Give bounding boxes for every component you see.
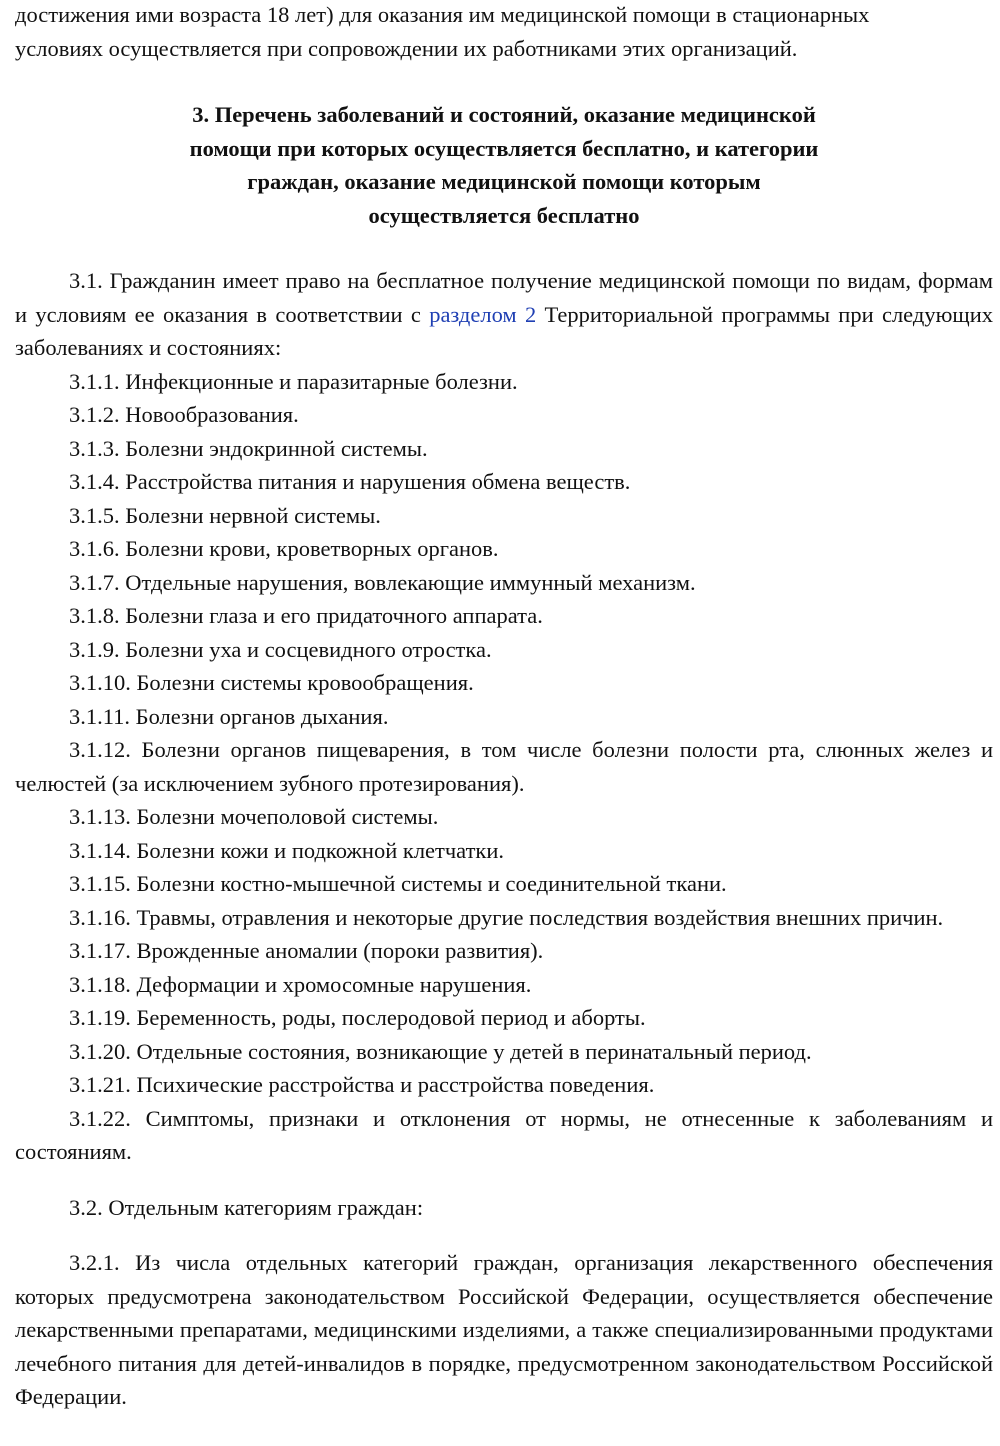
list-item: 3.1.4. Расстройства питания и нарушения обмена веществ. [69,469,631,494]
list-item: 3.1.8. Болезни глаза и его придаточного аппарата. [69,603,543,628]
section-2-link[interactable]: разделом 2 [429,301,537,327]
list-item: 3.1.11. Болезни органов дыхания. [69,703,389,729]
section-title [124,98,884,232]
list-item: 3.1.13. Болезни мочеполовой системы. [69,804,439,829]
paragraph-3-2-1: 3.2.1. Из числа отдельных категорий граждан, организация лекарственного обеспечения которых предусмотрена законодательством Российской Федерации, осуществляется обеспечение лекарственными препаратами, медицинскими изделиями, а также специализированными продуктами лечебного питания для детей-инвалидов в порядке, предусмотренном законодательством Российской Федерации. [15,1250,993,1409]
section-title-line-2: помощи при которых осуществляется бесплатно, и категории [189,135,819,161]
list-item: 3.1.6. Болезни крови, кроветворных органов. [69,536,499,561]
list-item: 3.1.20. Отдельные состояния, возникающие у детей в перинатальный период. [69,1038,812,1064]
list-item: 3.1.15. Болезни костно-мышечной системы и соединительной ткани. [69,871,727,896]
list-item: 3.1.1. Инфекционные и паразитарные болезни. [69,368,518,394]
list-item: 3.1.16. Травмы, отравления и некоторые другие последствия воздействия внешних причин. [69,904,944,930]
list-item: 3.1.14. Болезни кожи и подкожной клетчатки. [69,837,505,863]
intro-line-2: условиях осуществляется при сопровождении их работниками этих организаций. [15,35,798,61]
list-item: 3.1.3. Болезни эндокринной системы. [69,435,428,461]
paragraph-3-2: 3.2. Отдельным категориям граждан: [69,1194,424,1220]
list-item: 3.1.9. Болезни уха и сосцевидного отростка. [69,636,492,662]
intro-line-1: достижения ими возраста 18 лет) для оказания им медицинской помощи в стационарных [15,2,870,27]
list-item: 3.1.21. Психические расстройства и расстройства поведения. [69,1072,655,1097]
list-item: 3.1.10. Болезни системы кровообращения. [69,670,474,695]
section-title-line-4: осуществляется бесплатно [368,202,640,228]
paragraph-3-1-text-start: 3.1. Гражданин имеет право на бесплатное получение медицинской помощи по видам, формам и условиям ее оказания в соответствии с [15,268,993,327]
list-item: 3.1.12. Болезни органов пищеварения, в том числе болезни полости рта, слюнных желез и челюстей (за исключением зубного протезирования). [15,737,993,796]
list-item: 3.1.17. Врожденные аномалии (пороки развития). [69,938,544,963]
paragraph-3-1-text-end: Территориальной программы при следующих заболеваниях и состояниях: [15,301,993,360]
list-item: 3.1.5. Болезни нервной системы. [69,502,381,528]
list-item: 3.1.19. Беременность, роды, послеродовой период и аборты. [69,1005,646,1030]
paragraph-3-1 [15,264,993,365]
intro-paragraph [15,0,993,65]
list-item: 3.1.2. Новообразования. [69,402,299,427]
list-item: 3.1.7. Отдельные нарушения, вовлекающие иммунный механизм. [69,569,696,595]
section-title-line-3: граждан, оказание медицинской помощи которым [247,169,761,194]
list-item: 3.1.18. Деформации и хромосомные нарушения. [69,971,532,997]
list-item: 3.1.22. Симптомы, признаки и отклонения от нормы, не отнесенные к заболеваниям и состояниям. [15,1105,993,1164]
disease-list [15,365,993,1169]
document-page [15,0,993,1414]
section-title-line-1: 3. Перечень заболеваний и состояний, оказание медицинской [192,102,816,127]
